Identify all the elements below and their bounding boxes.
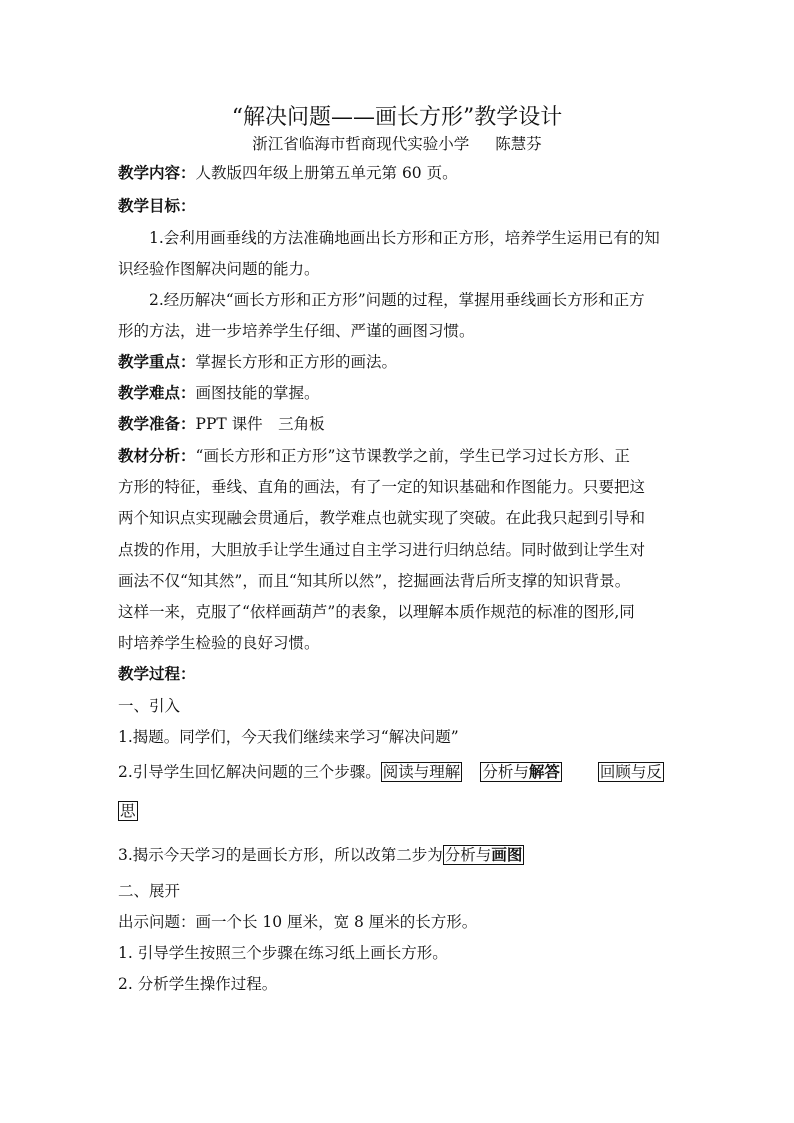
author-school: 浙江省临海市哲商现代实验小学 xyxy=(252,135,470,153)
section-1-item-2-text: 2.引导学生回忆解决问题的三个步骤。 xyxy=(118,763,381,781)
content-text: 人教版四年级上册第五单元第 60 页。 xyxy=(195,164,458,182)
section-1-item-3-text: 3.揭示今天学习的是画长方形，所以改第二步为 xyxy=(118,846,443,864)
step-analyze-a: 分析与 xyxy=(482,763,529,781)
section-1-item-2-cont xyxy=(118,801,678,821)
analysis-line-3: 两个知识点实现融会贯通后，教学难点也就实现了突破。在此我只起到引导和 xyxy=(118,509,646,527)
goals-label: 教学目标： xyxy=(118,196,196,215)
section-1-item-2 xyxy=(118,762,678,782)
prep-row xyxy=(118,414,678,434)
difficulty-text: 画图技能的掌握。 xyxy=(195,384,320,402)
section-2-item-1: 1. 引导学生按照三个步骤在练习纸上画长方形。 xyxy=(118,944,448,962)
document-title: “解决问题——画长方形”教学设计 xyxy=(231,105,563,130)
analysis-line-6: 这样一来，克服了“依样画葫芦”的表象，以理解本质作规范的标准的图形,同 xyxy=(118,603,635,621)
section-2-intro: 出示问题：画一个长 10 厘米，宽 8 厘米的长方形。 xyxy=(118,913,478,931)
author-name: 陈慧芬 xyxy=(495,135,542,153)
analysis-line-2: 方形的特征，垂线、直角的画法，有了一定的知识基础和作图能力。只要把这 xyxy=(118,478,646,496)
author-line xyxy=(0,134,794,154)
section-2-item-2: 2. 分析学生操作过程。 xyxy=(118,975,278,993)
focus-text: 掌握长方形和正方形的画法。 xyxy=(195,353,398,371)
prep-label: 教学准备： xyxy=(118,414,196,433)
focus-row xyxy=(118,352,678,372)
analysis-label: 教材分析： xyxy=(118,446,196,465)
goal-1-line-1: 1.会利用画垂线的方法准确地画出长方形和正方形，培养学生运用已有的知 xyxy=(149,229,660,247)
focus-label: 教学重点： xyxy=(118,352,196,371)
step-box-review-cont: 思 xyxy=(120,802,136,820)
difficulty-row xyxy=(118,383,678,403)
analysis-text-1: “画长方形和正方形”这节课教学之前，学生已学习过长方形、正 xyxy=(195,447,630,465)
goal-2-line-1: 2.经历解决“画长方形和正方形”问题的过程，掌握用垂线画长方形和正方 xyxy=(149,291,645,309)
section-1-heading: 一、引入 xyxy=(118,697,181,715)
step-draw-b: 画图 xyxy=(491,845,523,864)
section-2-heading: 二、展开 xyxy=(118,882,181,900)
analysis-line-7: 时培养学生检验的良好习惯。 xyxy=(118,634,320,652)
step-box-analyze xyxy=(480,762,562,782)
process-label: 教学过程： xyxy=(118,664,196,683)
step-analyze-b: 解答 xyxy=(528,762,560,781)
section-1-item-3 xyxy=(118,845,678,865)
step-draw-a: 分析与 xyxy=(444,846,492,864)
goal-2-line-2: 形的方法，进一步培养学生仔细、严谨的画图习惯。 xyxy=(118,322,475,340)
step-box-review: 回顾与反 xyxy=(599,763,662,781)
content-label: 教学内容： xyxy=(118,163,196,182)
section-1-item-1: 1.揭题。同学们，今天我们继续来学习“解决问题” xyxy=(118,728,459,746)
analysis-line-4: 点拨的作用，大胆放手让学生通过自主学习进行归纳总结。同时做到让学生对 xyxy=(118,541,646,559)
prep-text: PPT 课件 三角板 xyxy=(195,415,325,433)
analysis-line-5: 画法不仅“知其然”，而且“知其所以然”，挖掘画法背后所支撑的知识背景。 xyxy=(118,572,631,590)
content-row xyxy=(118,163,678,183)
goal-1-line-2: 识经验作图解决问题的能力。 xyxy=(118,260,320,278)
step-box-draw xyxy=(443,845,525,865)
analysis-row-1 xyxy=(118,446,678,466)
step-box-read: 阅读与理解 xyxy=(382,763,461,781)
difficulty-label: 教学难点： xyxy=(118,383,196,402)
